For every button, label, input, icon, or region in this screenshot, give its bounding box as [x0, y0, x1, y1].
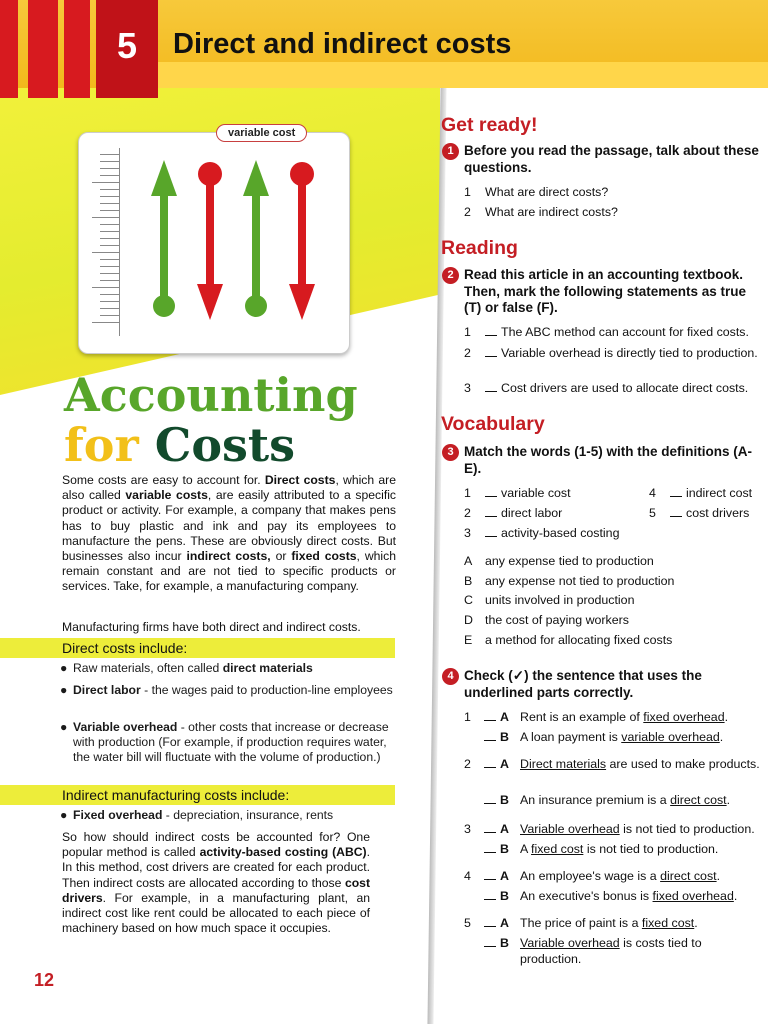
item-text: indirect cost [686, 486, 753, 500]
text: . [719, 730, 724, 744]
text: Some costs are easy to account for. [62, 473, 265, 487]
definition-item [464, 633, 764, 649]
bullet-item: ● Raw materials, often called direct materials [60, 661, 313, 675]
text: . For example, in a manufacturing plant, an indirect cost like rent could be allocated to each piece of machinery based on how much space it occupies. [62, 890, 370, 936]
page-number: 12 [34, 970, 55, 990]
question-1 [442, 143, 762, 176]
question-3 [442, 444, 762, 477]
underlined-term: fixed overhead [652, 889, 734, 903]
underlined-term: fixed cost [641, 916, 695, 930]
option-letter: A [500, 710, 509, 724]
item-number: 1 [464, 486, 471, 500]
text: , which remain constant and are not tied to specific products or services. Take, for example, a manufacturing company. [62, 549, 397, 594]
word-item [464, 526, 664, 542]
text: is costs tied to production. [520, 936, 702, 966]
text: An insurance premium is a [520, 793, 671, 807]
definition-item [464, 593, 764, 609]
underlined-term: variable overhead [621, 730, 720, 744]
text: - depreciation, insurance, rents [162, 808, 334, 822]
text: , are easily attributed to a specific product or activity. For example, a company that makes pens has to buy plastic and ink and pay its employees to manufacture the pens. These are obviously direct costs. But businesses also incur [62, 488, 397, 564]
question-text: Read this article in an accounting textbook. Then, mark the following statements as true (T) or false (F). [464, 267, 747, 315]
word-item [464, 486, 644, 502]
item-number: 2 [464, 757, 471, 771]
item-number: 2 [464, 205, 471, 219]
bullet-item: ● Fixed overhead - depreciation, insurance, rents [60, 808, 334, 822]
question-4 [442, 668, 762, 701]
check-item-b [464, 730, 768, 746]
definition-letter: B [464, 574, 473, 588]
underlined-term: fixed cost [531, 842, 584, 856]
answer-blank[interactable] [485, 516, 497, 517]
underlined-term: Variable overhead [520, 936, 620, 950]
term: cost drivers [62, 875, 370, 905]
check-item-a [464, 869, 768, 885]
question-2 [442, 267, 762, 317]
term: activity-based costing (ABC) [199, 845, 367, 860]
check-item-a [464, 757, 768, 773]
direct-costs-band: Direct costs include: [0, 638, 395, 658]
question-text: Check (✓) the sentence that uses the underlined parts correctly. [464, 668, 702, 700]
red-stripe [64, 0, 90, 98]
underlined-term: direct cost [660, 869, 717, 883]
underlined-term: fixed overhead [643, 710, 725, 724]
option-letter: B [500, 936, 509, 950]
text: An executive's bonus is [520, 889, 653, 903]
check-blank[interactable] [484, 926, 496, 927]
question-number-badge: 3 [442, 444, 459, 461]
check-item-a [464, 822, 768, 838]
option-letter: B [500, 889, 509, 903]
red-down-arrow-icon [289, 162, 315, 320]
option-letter: A [500, 869, 509, 883]
variable-cost-arrows-icon [140, 158, 330, 333]
text: Rent is an example of [520, 710, 644, 724]
check-item-b [464, 936, 768, 967]
list-item [464, 346, 768, 362]
definition-text: any expense tied to production [485, 554, 654, 568]
text: An employee's wage is a [520, 869, 661, 883]
item-number: 4 [464, 869, 471, 883]
definition-letter: A [464, 554, 473, 568]
passage-paragraph-1 [62, 473, 396, 595]
definition-letter: E [464, 633, 473, 647]
definition-text: a method for allocating fixed costs [485, 633, 673, 647]
text: , which are also called [62, 473, 396, 503]
check-item-b [464, 793, 768, 809]
variable-cost-tag: variable cost [216, 124, 307, 142]
option-letter: B [500, 730, 509, 744]
answer-blank[interactable] [485, 391, 497, 392]
item-number: 1 [464, 185, 471, 199]
term: fixed costs [291, 549, 357, 564]
check-item-b [464, 889, 768, 905]
check-item-a [464, 710, 768, 726]
word-item [649, 506, 768, 522]
text: . [726, 793, 731, 807]
text: . [716, 869, 721, 883]
term: direct materials [222, 661, 313, 675]
green-up-arrow-icon [151, 160, 177, 317]
option-letter: B [500, 842, 509, 856]
item-number: 1 [464, 325, 471, 339]
term: Direct costs [264, 473, 336, 487]
term: indirect costs, [186, 549, 271, 564]
definition-letter: D [464, 613, 473, 627]
ruler-icon [92, 148, 120, 336]
term: Variable overhead [73, 720, 178, 734]
get-ready-heading: Get ready! [441, 114, 538, 136]
item-number: 2 [464, 506, 471, 520]
answer-blank[interactable] [485, 356, 497, 357]
list-item [464, 205, 764, 221]
check-blank[interactable] [484, 832, 496, 833]
item-text: What are direct costs? [485, 185, 609, 199]
text: The price of paint is a [520, 916, 642, 930]
list-item [464, 185, 764, 201]
item-number: 1 [464, 710, 471, 724]
definition-text: units involved in production [485, 593, 635, 607]
list-item [464, 325, 768, 341]
title-accounting: Accounting [64, 368, 358, 422]
term: Fixed overhead [73, 808, 163, 822]
item-text: activity-based costing [501, 526, 620, 540]
question-number-badge: 2 [442, 267, 459, 284]
item-text: Cost drivers are used to allocate direct costs. [501, 381, 749, 395]
option-letter: A [500, 916, 509, 930]
red-stripe [0, 0, 18, 98]
bullet-item: ● Variable overhead - other costs that increase or decrease with production (For example, if production requires water, the water bill will fluctuate with the volume of production.) [60, 720, 389, 765]
item-number: 4 [649, 486, 656, 500]
question-text: Before you read the passage, talk about these questions. [464, 143, 759, 175]
check-blank[interactable] [484, 946, 496, 947]
check-blank[interactable] [484, 767, 496, 768]
item-text: What are indirect costs? [485, 205, 618, 219]
question-number-badge: 4 [442, 668, 459, 685]
check-blank[interactable] [484, 879, 496, 880]
definition-item [464, 574, 764, 590]
word-item [649, 486, 768, 502]
answer-blank[interactable] [670, 516, 682, 517]
red-down-arrow-icon [197, 162, 223, 320]
unit-title: Direct and indirect costs [173, 28, 512, 60]
red-stripe [28, 0, 58, 98]
text: is not tied to production. [583, 842, 719, 856]
definition-letter: C [464, 593, 473, 607]
underlined-term: Variable overhead [520, 822, 620, 836]
item-number: 2 [464, 346, 471, 360]
item-text: direct labor [501, 506, 563, 520]
item-text: cost drivers [686, 506, 750, 520]
text: . In this method, cost drivers are created for each product. Then indirect costs are allocated according to those [62, 845, 370, 890]
check-blank[interactable] [484, 852, 496, 853]
text: A [520, 842, 532, 856]
text: - the wages paid to production-line employees [140, 683, 393, 697]
option-letter: B [500, 793, 509, 807]
option-letter: A [500, 822, 509, 836]
underlined-term: direct cost [670, 793, 727, 807]
check-blank[interactable] [484, 803, 496, 804]
list-item [464, 381, 768, 397]
vocabulary-heading: Vocabulary [441, 413, 545, 435]
header-band [158, 62, 768, 88]
item-number: 5 [464, 916, 471, 930]
question-number-badge: 1 [442, 143, 459, 160]
text: A loan payment is [520, 730, 622, 744]
question-text: Match the words (1-5) with the definitions (A-E). [464, 444, 752, 476]
check-blank[interactable] [484, 740, 496, 741]
word-item [464, 506, 644, 522]
item-text: variable cost [501, 486, 571, 500]
text: are used to make products. [606, 757, 760, 771]
green-up-arrow-icon [243, 160, 269, 317]
text: Raw materials, often called [73, 661, 223, 675]
term: Direct labor [73, 683, 141, 697]
text: or [270, 549, 292, 564]
answer-blank[interactable] [670, 496, 682, 497]
unit-number: 5 [96, 0, 158, 98]
item-text: Variable overhead is directly tied to production. [501, 346, 758, 360]
definition-item [464, 613, 764, 629]
term: variable costs [125, 488, 208, 503]
title-for-costs [64, 418, 295, 472]
title-for: for [64, 418, 139, 472]
text: . [694, 916, 698, 930]
indirect-costs-band: Indirect manufacturing costs include: [0, 785, 395, 805]
item-number: 3 [464, 381, 471, 395]
check-blank[interactable] [484, 899, 496, 900]
item-text: The ABC method can account for fixed costs. [501, 325, 749, 339]
item-number: 5 [649, 506, 656, 520]
answer-blank[interactable] [485, 335, 497, 336]
option-letter: A [500, 757, 509, 771]
answer-blank[interactable] [485, 536, 497, 537]
underlined-term: Direct materials [520, 757, 607, 771]
text: So how should indirect costs be accounted for? One popular method is called [62, 830, 370, 860]
text: - other costs that increase or decrease with production (For example, if production requires water, the water bill will fluctuate with the volume of production.) [73, 720, 389, 765]
check-blank[interactable] [484, 720, 496, 721]
text: . [733, 889, 738, 903]
definition-text: the cost of paying workers [485, 613, 629, 627]
reading-heading: Reading [441, 237, 518, 259]
title-costs: Costs [154, 418, 296, 472]
item-number: 3 [464, 822, 471, 836]
definition-text: any expense not tied to production [485, 574, 675, 588]
answer-blank[interactable] [485, 496, 497, 497]
text: is not tied to production. [619, 822, 755, 836]
item-number: 3 [464, 526, 471, 540]
passage-paragraph-3 [62, 830, 370, 936]
check-item-a [464, 916, 768, 932]
check-item-b [464, 842, 768, 858]
text: . [724, 710, 729, 724]
bullet-item: ● Direct labor - the wages paid to production-line employees [60, 683, 393, 697]
passage-paragraph-2: Manufacturing firms have both direct and indirect costs. [62, 620, 361, 634]
definition-item [464, 554, 764, 570]
